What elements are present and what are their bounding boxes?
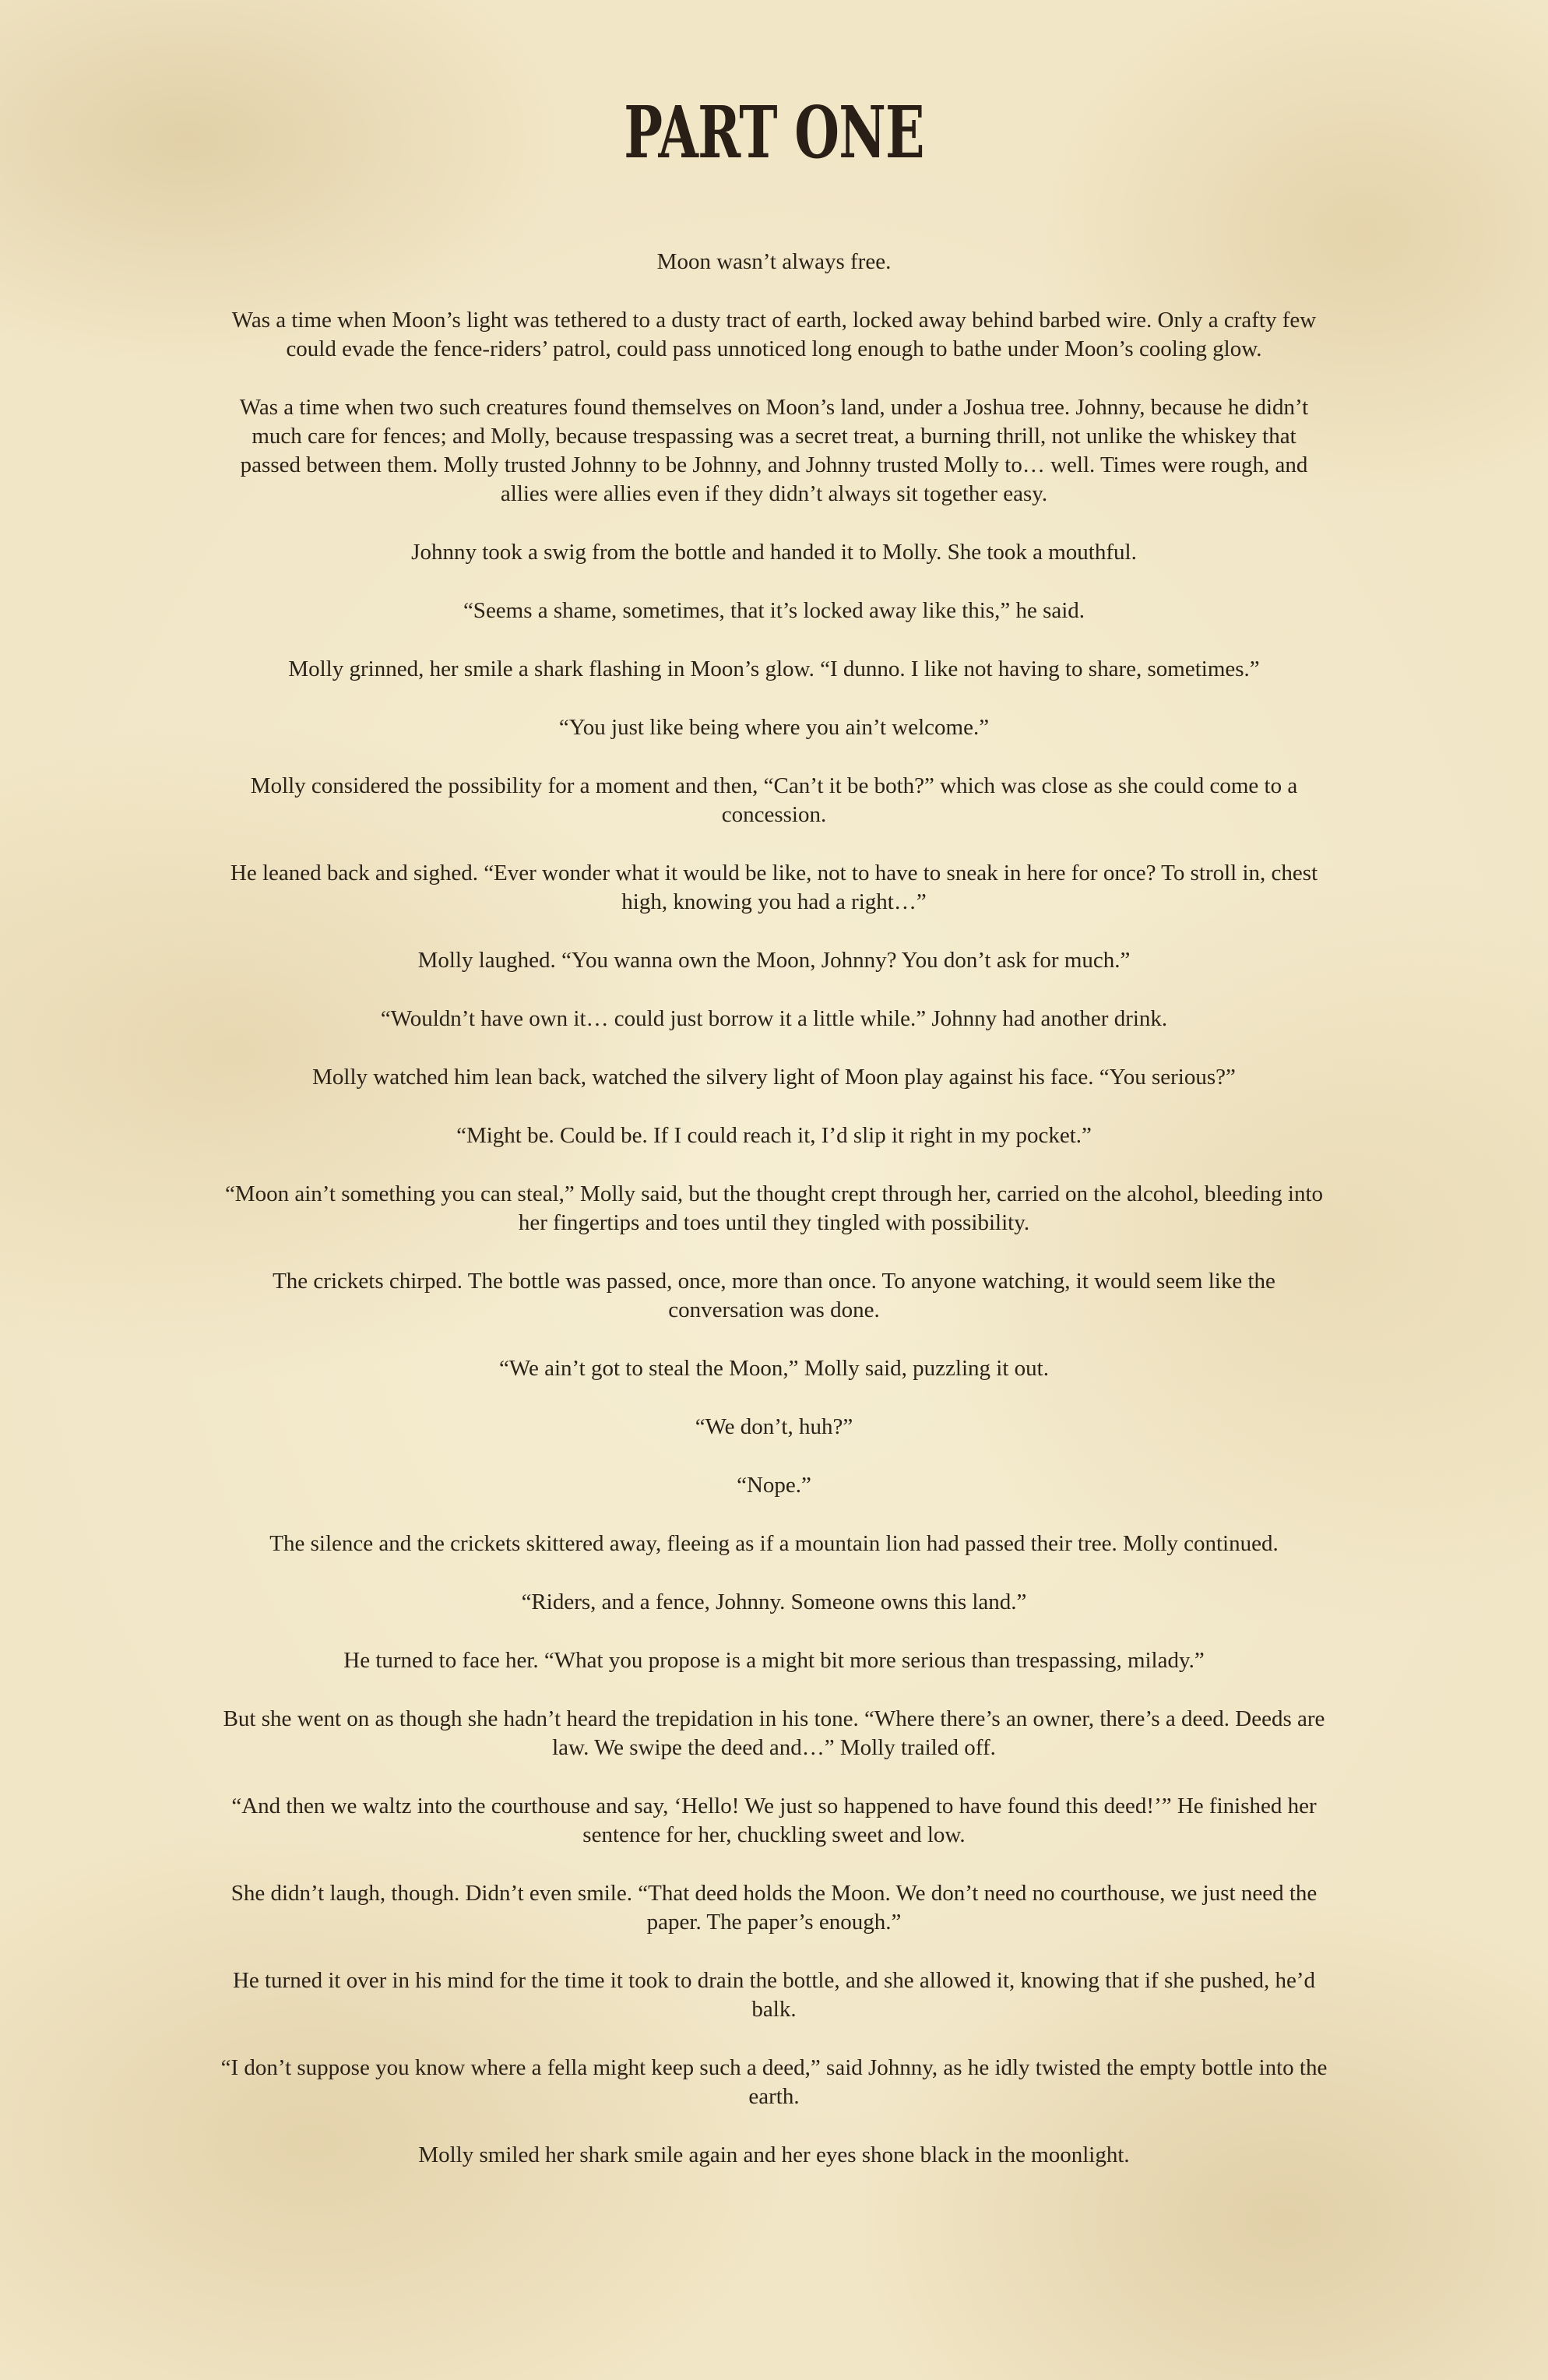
paragraph: “I don’t suppose you know where a fella might keep such a deed,” said Johnny, as he idly twisted the empty bottle into the earth. xyxy=(220,2055,1328,2109)
paragraph: Was a time when Moon’s light was tethered to a dusty tract of earth, locked away behind barbed wire. Only a crafty few could evade the fence-riders’ patrol, could pass unnoticed long enough to bathe under Moon’s cooling glow. xyxy=(231,308,1317,361)
paragraph: “You just like being where you ain’t welcome.” xyxy=(558,715,990,740)
paragraph: Molly grinned, her smile a shark flashing in Moon’s glow. “I dunno. I like not having to share, sometimes.” xyxy=(288,657,1260,681)
paragraph: The silence and the crickets skittered away, fleeing as if a mountain lion had passed their tree. Molly continued. xyxy=(269,1531,1279,1556)
paragraph: Was a time when two such creatures found themselves on Moon’s land, under a Joshua tree. Johnny, because he didn’t much care for fences; and Molly, because trespassing was a secret treat, a burning thrill, not unlike the whiskey that passed between them. Molly trusted Johnny to be Johnny, and Johnny trusted Molly to… well. Times were rough, and allies were allies even if they didn’t always sit together easy. xyxy=(239,395,1309,506)
paragraph: She didn’t laugh, though. Didn’t even smile. “That deed holds the Moon. We don’t need no courthouse, we just need the paper. The paper’s enough.” xyxy=(230,1881,1318,1935)
paragraph: Molly laughed. “You wanna own the Moon, Johnny? You don’t ask for much.” xyxy=(417,948,1131,973)
paragraph: Moon wasn’t always free. xyxy=(656,249,892,274)
paragraph: “Moon ain’t something you can steal,” Molly said, but the thought crept through her, carried on the alcohol, bleeding into her fingertips and toes until they tingled with possibility. xyxy=(224,1181,1324,1235)
paragraph: Molly smiled her shark smile again and her eyes shone black in the moonlight. xyxy=(418,2142,1130,2167)
paragraph: The crickets chirped. The bottle was passed, once, more than once. To anyone watching, it would seem like the conversation was done. xyxy=(273,1269,1275,1322)
paragraph: Johnny took a swig from the bottle and handed it to Molly. She took a mouthful. xyxy=(411,540,1137,565)
paragraph: “Wouldn’t have own it… could just borrow it a little while.” Johnny had another drink. xyxy=(380,1006,1168,1031)
paragraph: “We ain’t got to steal the Moon,” Molly said, puzzling it out. xyxy=(499,1356,1049,1381)
paragraph: He leaned back and sighed. “Ever wonder what it would be like, not to have to sneak in here for once? To stroll in, chest high, knowing you had a right…” xyxy=(230,861,1318,914)
story-text xyxy=(220,248,1328,2199)
chapter-title: PART ONE xyxy=(624,90,924,174)
paragraph: Molly considered the possibility for a moment and then, “Can’t it be both?” which was close as she could come to a concession. xyxy=(250,773,1298,827)
paragraph: “Might be. Could be. If I could reach it, I’d slip it right in my pocket.” xyxy=(456,1123,1092,1148)
paragraph: Molly watched him lean back, watched the silvery light of Moon play against his face. “You serious?” xyxy=(312,1065,1236,1090)
paragraph: He turned to face her. “What you propose is a might bit more serious than trespassing, milady.” xyxy=(343,1648,1205,1673)
paragraph: He turned it over in his mind for the time it took to drain the bottle, and she allowed it, knowing that if she pushed, he’d balk. xyxy=(232,1968,1316,2022)
paragraph: “Seems a shame, sometimes, that it’s locked away like this,” he said. xyxy=(463,598,1085,623)
paragraph: “We don’t, huh?” xyxy=(695,1414,853,1439)
paragraph: “Nope.” xyxy=(737,1473,811,1498)
paragraph: But she went on as though she hadn’t heard the trepidation in his tone. “Where there’s an owner, there’s a deed. Deeds are law. We swipe the deed and…” Molly trailed off. xyxy=(223,1706,1325,1760)
paragraph: “Riders, and a fence, Johnny. Someone owns this land.” xyxy=(521,1590,1027,1614)
paragraph: “And then we waltz into the courthouse and say, ‘Hello! We just so happened to have found this deed!’” He finished her sentence for her, chuckling sweet and low. xyxy=(231,1794,1317,1847)
